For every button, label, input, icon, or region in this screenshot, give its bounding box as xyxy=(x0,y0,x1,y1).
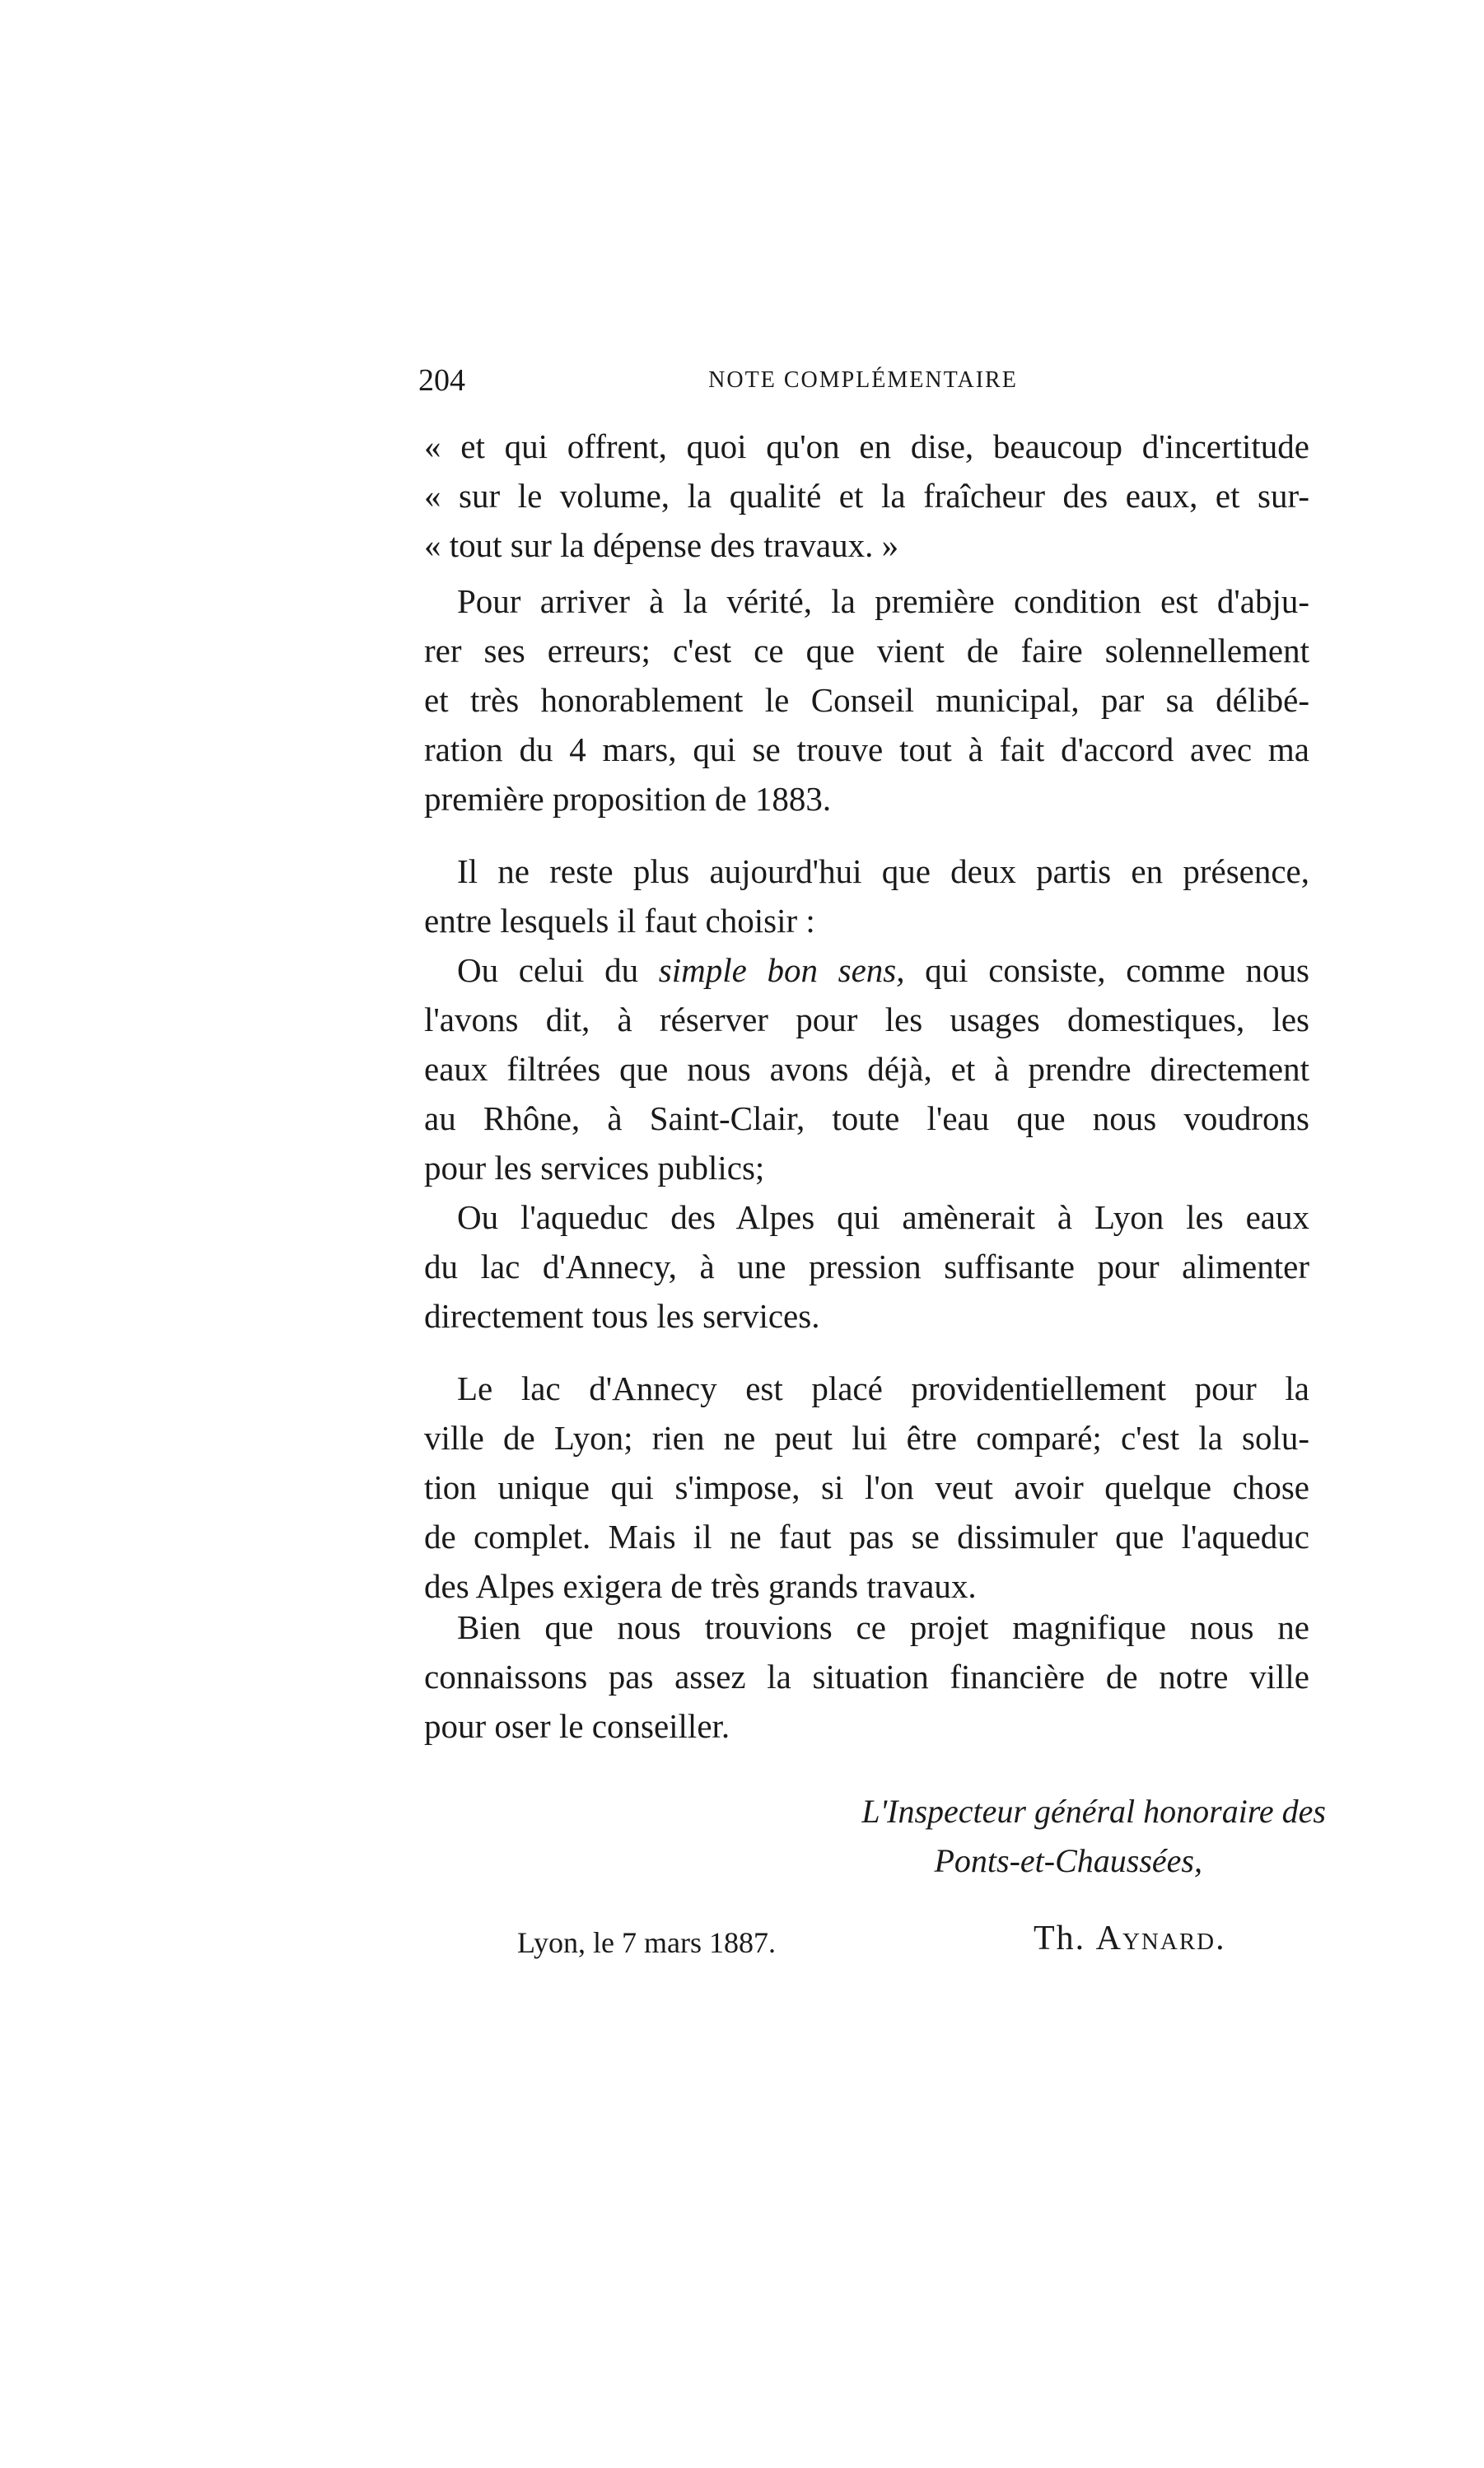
paragraph-line: l'avons dit, à réserver pour les usages domestiques, les xyxy=(424,1001,1309,1038)
author-surname: Aynard. xyxy=(1095,1920,1226,1957)
author-name xyxy=(1034,1919,1226,1958)
paragraph-line: au Rhône, à Saint-Clair, toute l'eau que nous voudrons xyxy=(424,1099,1309,1137)
paragraph-line: Ou l'aqueduc des Alpes qui amènerait à Lyon les eaux xyxy=(457,1198,1309,1236)
paragraph-6 xyxy=(424,1603,1309,1751)
paragraph-line: entre lesquels il faut choisir : xyxy=(424,902,815,940)
page-number: 204 xyxy=(418,363,465,398)
emphasis-text: simple bon sens, xyxy=(658,951,905,989)
signature-title: L'Inspecteur général honoraire des xyxy=(861,1793,1326,1830)
paragraph-line: de complet. Mais il ne faut pas se dissimuler que l'aqueduc xyxy=(424,1518,1309,1556)
running-title: NOTE COMPLÉMENTAIRE xyxy=(708,367,1018,393)
quote-line: « sur le volume, la qualité et la fraîcheur des eaux, et sur- xyxy=(424,477,1309,515)
paragraph-4 xyxy=(424,1192,1309,1341)
paragraph-2 xyxy=(424,847,1309,945)
paragraph-line: des Alpes exigera de très grands travaux. xyxy=(424,1567,977,1605)
paragraph-1 xyxy=(424,576,1309,823)
paragraph-line: rer ses erreurs; c'est ce que vient de faire solennellement xyxy=(424,632,1309,669)
place-date: Lyon, le 7 mars 1887. xyxy=(517,1926,776,1959)
quote-line: « tout sur la dépense des travaux. » xyxy=(424,526,899,564)
page-header xyxy=(418,362,1308,412)
paragraph-line: Il ne reste plus aujourd'hui que deux partis en présence, xyxy=(457,852,1309,890)
author-initials: Th. xyxy=(1034,1920,1086,1957)
paragraph-line: tion unique qui s'impose, si l'on veut avoir quelque chose xyxy=(424,1468,1309,1506)
paragraph-line: et très honorablement le Conseil municipal, par sa délibé- xyxy=(424,681,1309,719)
paragraph-line: Bien que nous trouvions ce projet magnifique nous ne xyxy=(457,1608,1309,1646)
paragraph-line: connaissons pas assez la situation financière de notre ville xyxy=(424,1658,1309,1696)
quote-line: « et qui offrent, quoi qu'on en dise, beaucoup d'incertitude xyxy=(424,427,1309,465)
quote-block xyxy=(424,422,1309,570)
text-run: qui consiste, comme nous xyxy=(904,951,1309,989)
paragraph-line: directement tous les services. xyxy=(424,1297,820,1335)
paragraph-line xyxy=(424,945,1309,995)
paragraph-line: du lac d'Annecy, à une pression suffisante pour alimenter xyxy=(424,1248,1309,1285)
paragraph-line: ration du 4 mars, qui se trouve tout à fait d'accord avec ma xyxy=(424,730,1309,768)
paragraph-5 xyxy=(424,1364,1309,1611)
paragraph-line: Pour arriver à la vérité, la première condition est d'abju- xyxy=(457,582,1309,620)
paragraph-line: pour oser le conseiller. xyxy=(424,1707,730,1745)
paragraph-line: pour les services publics; xyxy=(424,1149,765,1187)
signature-office: Ponts-et-Chaussées, xyxy=(934,1842,1202,1879)
paragraph-line: première proposition de 1883. xyxy=(424,780,832,818)
text-run: Ou celui du xyxy=(457,951,659,989)
signature-block xyxy=(861,1787,1326,1886)
paragraph-line: eaux filtrées que nous avons déjà, et à prendre directement xyxy=(424,1050,1309,1088)
paragraph-line: ville de Lyon; rien ne peut lui être comparé; c'est la solu- xyxy=(424,1419,1309,1457)
paragraph-3 xyxy=(424,945,1309,1192)
paragraph-line: Le lac d'Annecy est placé providentiellement pour la xyxy=(457,1369,1309,1407)
